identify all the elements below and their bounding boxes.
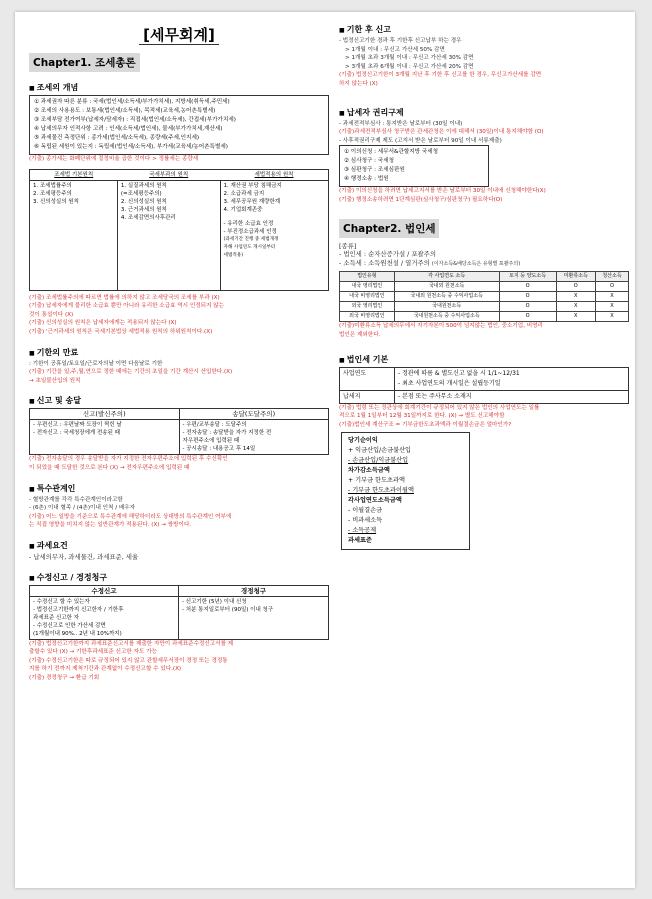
corp-table-header: 법인유형 <box>340 272 395 282</box>
table-cell: O <box>556 282 596 292</box>
amendment-item: - 법정신고기한까지 신고한자 / 기한후 <box>33 606 124 613</box>
table-cell: O <box>596 282 629 292</box>
exam-note: (기출) 조세법률주의에 따르면 법률에 의하지 않고 조세당국의 조세를 부과 (X) <box>29 294 220 301</box>
principle-item: 4. 기업회계존중 <box>223 206 263 213</box>
exam-note: 적으로 1월 1일부터 12월 31일까지로 한다. (X) → 별도 신고해야함 <box>339 413 505 420</box>
delivery-item: - 우편신고 : 우편날짜 도장이 찍힌 날 <box>33 422 122 429</box>
section-corp-basic: ■ 법인세 기본 <box>339 354 629 365</box>
table-cell: O <box>499 282 556 292</box>
concept-item: ① 과세권자 따른 분류 : 국세(법인세/소득세/부가가치세), 지방세(취득세,주민세) <box>34 99 230 105</box>
delivery-table <box>29 408 329 455</box>
amendment-header: 경정청구 <box>179 585 329 596</box>
exam-note: (기출) 행정소송하려면 1단계심판(심사청구/심판청구) 필요하다(O) <box>339 196 503 203</box>
tax-calc-box <box>341 432 470 550</box>
exam-note: (기출) 이의신청을 하려면 납세고지서를 받은 날로부터 30일 이내에 신청해야한다(X) <box>339 188 546 195</box>
document-page <box>15 12 635 888</box>
delivery-col <box>30 420 180 455</box>
late-text: - 법정신고기한 경과 후 기한후 신고납부 하는 경우 <box>339 38 462 44</box>
corp-text: - 소득세 : 소득원천설 / 열거주의 <box>339 258 430 267</box>
delivery-item: - 우편/교부송달 : 도달주의 <box>182 422 247 429</box>
late-text: > 3개월 초과 6개월 이내 : 무신고 가산세 20% 감면 <box>345 63 474 70</box>
concept-item: ② 조세의 사용용도 : 보통세(법인세/소득세), 목적세(교육세,농어촌특별세) <box>34 108 216 114</box>
delivery-col <box>179 420 329 455</box>
basic-item: - 정관에 따름 & 별도신고 없을 시 1/1~12/31 <box>398 369 520 377</box>
principle-item: 2. 소급과세 금지 <box>223 190 265 197</box>
exam-note: (기출)과세전적부심사 청구받은 관세관청은 이에 대해서 (30일)이내 통지해야함 (O) <box>339 129 544 136</box>
remedy-step: ② 심사청구 : 국세청 <box>344 158 395 165</box>
exam-note: (기출)법인세 계산구조 = 기부금한도초과액과 이월결손금은 얼마인가? <box>339 421 512 428</box>
corp-basic-table <box>339 367 629 404</box>
exam-note: (기출) 법정신고기한까지 과세표준신고서를 제출한 자만이 과세표준수정신고서를 제 <box>29 640 234 647</box>
amendment-item: - 수정신고로 인한 가산세 감면 <box>33 622 106 629</box>
principles-col <box>30 180 118 290</box>
delivery-item: - 공시송달 : 내용공고 후 14일 <box>182 446 256 453</box>
principle-item: 2. 신의성실의 원칙 <box>120 198 167 205</box>
principle-item: 1. 조세법률주의 <box>33 182 72 189</box>
amendment-table <box>29 585 329 640</box>
table-cell: O <box>499 302 556 312</box>
principle-item: 3. 세무공무원 재량한계 <box>223 198 281 205</box>
exam-note: 하지 않는다 (X) <box>339 80 378 87</box>
corp-table-header: 청산소득 <box>596 272 629 282</box>
table-cell: O <box>499 292 556 302</box>
principle-item: 1. 재산권 부당 침해금지 <box>223 182 282 189</box>
corp-text-row <box>339 259 629 269</box>
corp-text: - 법인세 : 순자산증가설 / 포괄주의 <box>339 250 437 259</box>
section-special-relation: ■ 특수관계인 <box>29 483 329 494</box>
delivery-item: - 전자신고 : 국세청장에게 전송된 때 <box>33 430 120 437</box>
table-cell: 내국 영리법인 <box>340 282 395 292</box>
exam-note: 는 직접 영향을 미치지 않는 일반관계가 적용된다. (X) → 쌍방이다. <box>29 522 192 529</box>
exam-note: (기출) 기간을 일,주,월,연으로 정한 때에는 기간의 초일을 기간 계산시 산입한다.(X) <box>29 369 233 376</box>
deadline-text: : 기한이 공휴일/토요일/근로자의날 이면 다음날로 기한 <box>29 360 163 367</box>
amendment-item: 과세표준 신고한 자 <box>33 614 80 621</box>
principle-item: - 부진정소급과세 인정 <box>223 228 277 235</box>
table-cell: - 본점 또는 주사무소 소재지 <box>395 390 629 403</box>
principles-header: 국세부과의 원칙 <box>117 169 220 180</box>
delivery-header: 신고(발신주의) <box>30 409 180 420</box>
table-cell: X <box>556 292 596 302</box>
calc-item: + 익금산입/손금불산입 <box>348 447 412 455</box>
special-text: - 혈방관계를 각각 특수관계인이라고함 <box>29 496 123 503</box>
exam-note: 이 되었을 때 도달한 것으로 본다 (X) → 전자우편주소에 입력된 때 <box>29 464 190 471</box>
table-cell: X <box>556 302 596 312</box>
exam-note: (기출) 경정청구 → 환급 기회 <box>29 674 100 681</box>
section-tax-requirements: ■ 과세요건 <box>29 540 329 551</box>
principle-item: 3. 신의성실의 원칙 <box>33 198 79 205</box>
exam-note: → 초일불산입의 원칙 <box>29 377 81 384</box>
late-text: > 1개월 초과 3개월 이내 : 무신고 가산세 30% 감면 <box>345 55 474 62</box>
delivery-header: 송달(도달주의) <box>179 409 329 420</box>
principles-table <box>29 169 329 291</box>
basic-item: - 최초 사업연도의 개시일은 설립등기일 <box>398 379 501 387</box>
remedy-text: - 사후적권리구제 제도 (고지서 받은 날로부터 90일 이내 서류제출) <box>339 137 502 144</box>
remedy-step: ④ 행정소송 : 법원 <box>344 176 389 183</box>
table-cell: X <box>596 302 629 312</box>
table-row <box>340 367 629 390</box>
calc-item: - 이월결손금 <box>348 507 383 515</box>
calc-item: - 비과세소득 <box>348 517 383 525</box>
table-cell: 국내원천소득 <box>394 302 499 312</box>
calc-item: - 소득공제 <box>348 527 377 535</box>
chapter1-heading: Chapter1. 조세총론 <box>29 53 140 72</box>
principle-item: 자해 사업연도 개시일부터 <box>223 244 276 250</box>
delivery-item: - 전자송달 : 송달받을 자가 지정한 전 <box>182 430 272 437</box>
principles-col <box>220 180 328 290</box>
corp-table-header: 미환류소득 <box>556 272 596 282</box>
principles-header: 조세법 기본원칙 <box>30 169 118 180</box>
exam-note: (기출) 어느 일방을 기준으로 특수관계에 해당하더라도 상대방의 특수관계인 여부에 <box>29 513 232 520</box>
amendment-item: (1개월이내 90%.. 2년 내 10%까지) <box>33 630 122 637</box>
corp-table-header: 각 사업연도 소득 <box>394 272 499 282</box>
calc-item: + 기부금 한도초과액 <box>348 477 405 485</box>
calc-item: 각사업연도소득금액 <box>348 497 402 505</box>
table-cell: 외국 영리법인 <box>340 302 395 312</box>
table-cell: 국내외 원천소득 <box>394 282 499 292</box>
remedy-step: ③ 심판청구 : 조세심판원 <box>344 167 405 174</box>
page-title: [세무회계] <box>29 24 329 45</box>
exam-note: (기출)미환류소득 납세의무에서 자기자본이 500억 넘지않는 법인, 중소기업, 비영리 <box>339 323 543 330</box>
kind-label: [종류] <box>339 241 357 250</box>
exam-note: (기출) 종가세는 화폐단위에 절정비율 곱한 것이다 > 정률세는 종량세 <box>29 156 199 162</box>
section-deadline: ■ 기한의 만료 <box>29 347 329 358</box>
chapter2-heading: Chapter2. 법인세 <box>339 219 439 238</box>
exam-note: (기출) 납세자에게 불리한 소급효 뿐만 아니라 유리한 소급효 역시 인정되지 않는 <box>29 303 225 310</box>
remedy-step: ① 이의신청 : 세무서&관할지방 국세청 <box>344 149 439 156</box>
table-cell: 국내원천소득 중 수익사업소득 <box>394 312 499 322</box>
corp-table-header: 토지 등 양도소득 <box>499 272 556 282</box>
table-cell: X <box>596 312 629 322</box>
exam-note: 출할수 있다 (X) → 기한후과세표준 신고한 자도 가능 <box>29 649 157 656</box>
table-row <box>340 390 629 403</box>
corp-note: (이자소득&배당소득은 유형별 포괄주의) <box>431 260 521 267</box>
table-row <box>340 302 629 312</box>
table-cell: X <box>556 312 596 322</box>
exam-note: (기출) 법정신고기한이 3개월 지난 후 기한 후 신고를 한 경우, 무신고가산세를 감면 <box>339 72 542 79</box>
exam-note: (기출) 신의성실의 원칙은 납세자에게는 적용되지 않는다 (X) <box>29 320 177 327</box>
table-cell: 국내외 원천소득 중 수익사업소득 <box>394 292 499 302</box>
amendment-item: - 신고기한 (5년) 이내 신청 <box>182 598 247 605</box>
exam-note: 것이 통설이다 (X) <box>29 311 74 318</box>
amendment-item: - 처분 통지일로부터 (90일) 이내 청구 <box>182 606 274 613</box>
table-row <box>340 282 629 292</box>
concept-item: ⑥ 독립된 세원이 있는지 : 독립세(법인세/소득세), 부가세(교육세/농어촌특별세) <box>34 144 228 150</box>
left-column <box>29 22 329 682</box>
calc-item: - 손금산입/익금불산입 <box>348 457 409 465</box>
principle-item: 4. 조세감면의사후관리 <box>120 214 176 221</box>
section-remedy: ■ 납세자 권리구제 <box>339 107 629 118</box>
table-cell: 외국 비영리법인 <box>340 312 395 322</box>
principle-item: 2. 조세평등주의 <box>33 190 72 197</box>
principle-item: 세법적용) <box>223 252 244 258</box>
table-cell: 내국 비영리법인 <box>340 292 395 302</box>
late-text: > 1개월 이내 : 무신고 가산세 50% 감면 <box>345 46 445 53</box>
principle-item: 3. 근거과세의 원칙 <box>120 206 167 213</box>
section-concept: ■ 조세의 개념 <box>29 82 329 93</box>
table-cell: O <box>499 312 556 322</box>
exam-note: 법인은 제외한다. <box>339 331 381 338</box>
remedy-text: - 과세전적부심사 : 통지받은 날로부터 (30일 이내) <box>339 120 463 127</box>
exam-note: (기출) 수정신고기한은 따로 규정되어 있지 않고 관할세무서장이 경정 또는 경정통 <box>29 657 228 664</box>
principle-item: - 유리한 소급효 인정 <box>223 220 274 227</box>
table-cell <box>395 367 629 390</box>
principle-item: 1. 실질과세의 원칙 <box>120 182 167 189</box>
principle-item: (=조세평등주의) <box>120 190 162 197</box>
section-amendment: ■ 수정신고 / 경정청구 <box>29 572 329 583</box>
table-cell: X <box>596 292 629 302</box>
calc-item: 당기순이익 <box>348 437 378 445</box>
tax-req-text: - 납세의무자, 과세물건, 과세표준, 세율 <box>29 552 139 561</box>
concept-item: ⑤ 과세물건 측정단위 : 종가세(법인세/소득세), 종량세(주세,인지세) <box>34 135 200 141</box>
table-cell: 납세지 <box>340 390 395 403</box>
concept-item: ③ 조세부담 전가여부(납세자/담세자) : 직접세(법인세/소득세), 간접세(부가가치세) <box>34 117 236 123</box>
amendment-header: 수정신고 <box>30 585 179 596</box>
calc-item: 차가감소득금액 <box>348 467 390 475</box>
calc-item: - 기부금 한도초과이월액 <box>348 487 414 495</box>
table-row <box>340 292 629 302</box>
special-text: - (6촌) 이내 혈족 / (4촌)이내 인척 / 배우자 <box>29 505 136 512</box>
concept-item: ④ 납세의무자 인적사항 고려 : 인세(소득세/법인세), 물세(부가가치세,재산세) <box>34 126 223 132</box>
corp-type-table <box>339 271 629 322</box>
amendment-col <box>30 596 179 639</box>
exam-note: 지를 하기 전까지 제척기간과 관계없이 수정신고할 수 있다.(X) <box>29 666 182 673</box>
concept-box <box>29 95 329 155</box>
principle-item: (과세기간 진행 중 세법개정 <box>223 236 279 242</box>
table-row <box>340 312 629 322</box>
principles-col <box>117 180 220 290</box>
section-late-filing: ■ 기한 후 신고 <box>339 24 629 35</box>
amendment-item: - 수정신고 할 수 있는자 <box>33 598 90 605</box>
calc-item: 과세표준 <box>348 537 372 545</box>
section-delivery: ■ 신고 및 송달 <box>29 395 329 406</box>
delivery-item: 자우편주소에 입력된 때 <box>182 438 240 445</box>
right-column <box>339 22 629 550</box>
table-cell: 사업연도 <box>340 367 395 390</box>
exam-note: (기출) '근거과세의 원칙은 국세기본법상 세법적용 원칙의 하위원칙이다.(X) <box>29 328 213 335</box>
exam-note: (기출) 법령 또는 정관상에 회계기간이 규정되어 있지 않은 법인의 사업연도는 일률 <box>339 404 540 411</box>
exam-note: (기출) 전자송달의 경우 송달받을 자가 지정한 전자우편주소에 입력된 후 수신확인 <box>29 456 228 463</box>
amendment-col <box>179 596 329 639</box>
principles-header: 세법적용의 원칙 <box>220 169 328 180</box>
remedy-box <box>339 145 489 187</box>
